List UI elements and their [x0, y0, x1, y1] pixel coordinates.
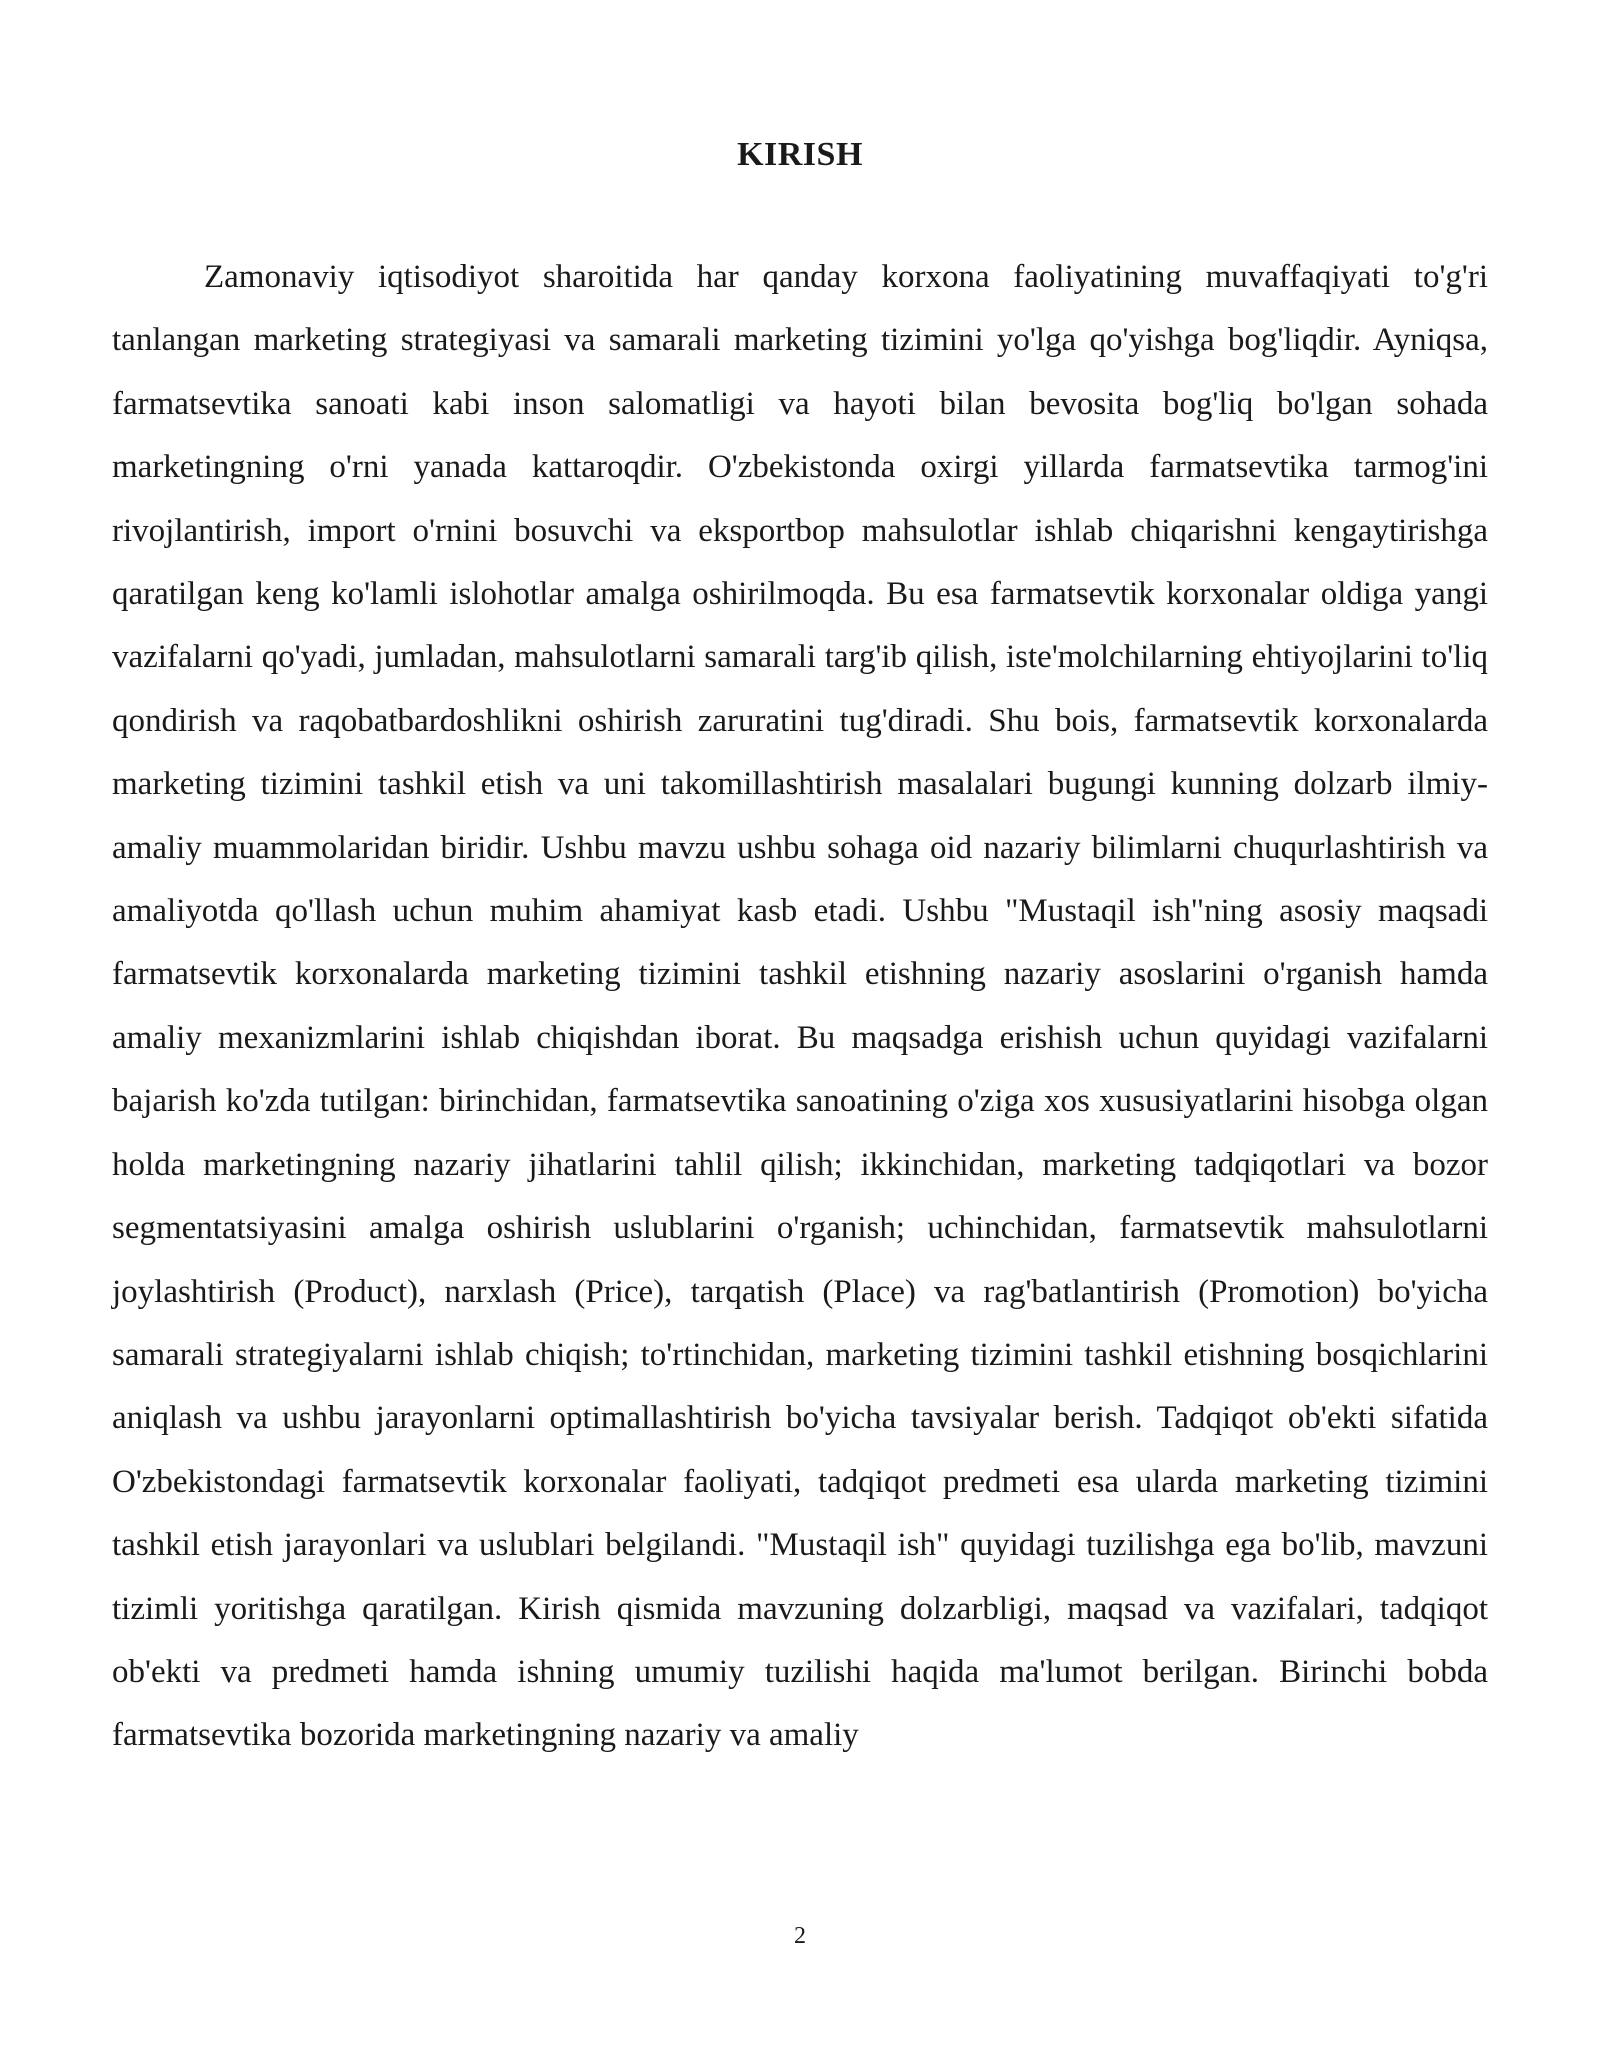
body-paragraph: Zamonaviy iqtisodiyot sharoitida har qanday korxona faoliyatining muvaffaqiyati to'g'ri tanlangan marketing strategiyasi va samarali marketing tizimini yo'lga qo'yishga bog'liqdir. Ayniqsa, farmatsevtika sanoati kabi inson salomatligi va hayoti bilan bevosita bog'liq bo'lgan sohada marketingning o'rni yanada kattaroqdir. O'zbekistonda oxirgi yillarda farmatsevtika tarmog'ini rivojlantirish, import o'rnini bosuvchi va eksportbop mahsulotlar ishlab chiqarishni kengaytirishga qaratilgan keng ko'lamli islohotlar amalga oshirilmoqda. Bu esa farmatsevtik korxonalar oldiga yangi vazifalarni qo'yadi, jumladan, mahsulotlarni samarali targ'ib qilish, iste'molchilarning ehtiyojlarini to'liq qondirish va raqobatbardoshlikni oshirish zaruratini tug'diradi. Shu bois, farmatsevtik korxonalarda marketing tizimini tashkil etish va uni takomillashtirish masalalari bugungi kunning dolzarb ilmiy-amaliy muammolaridan biridir. Ushbu mavzu ushbu sohaga oid nazariy bilimlarni chuqurlashtirish va amaliyotda qo'llash uchun muhim ahamiyat kasb etadi. Ushbu "Mustaqil ish"ning asosiy maqsadi farmatsevtik korxonalarda marketing tizimini tashkil etishning nazariy asoslarini o'rganish hamda amaliy mexanizmlarini ishlab chiqishdan iborat. Bu maqsadga erishish uchun quyidagi vazifalarni bajarish ko'zda tutilgan: birinchidan, farmatsevtika sanoatining o'ziga xos xususiyatlarini hisobga olgan holda marketingning nazariy jihatlarini tahlil qilish; ikkinchidan, marketing tadqiqotlari va bozor segmentatsiyasini amalga oshirish uslublarini o'rganish; uchinchidan, farmatsevtik mahsulotlarni joylashtirish (Product), narxlash (Price), tarqatish (Place) va rag'batlantirish (Promotion) bo'yicha samarali strategiyalarni ishlab chiqish; to'rtinchidan, marketing tizimini tashkil etishning bosqichlarini aniqlash va ushbu jarayonlarni optimallashtirish bo'yicha tavsiyalar berish. Tadqiqot ob'ekti sifatida O'zbekistondagi farmatsevtik korxonalar faoliyati, tadqiqot predmeti esa ularda marketing tizimini tashkil etish jarayonlari va uslublari belgilandi. "Mustaqil ish" quyidagi tuzilishga ega bo'lib, mavzuni tizimli yoritishga qaratilgan. Kirish qismida mavzuning dolzarbligi, maqsad va vazifalari, tadqiqot ob'ekti va predmeti hamda ishning umumiy tuzilishi haqida ma'lumot berilgan. Birinchi bobda farmatsevtika bozorida marketingning nazariy va amaliy: [112, 259, 1488, 1754]
page-title: KIRISH: [737, 135, 863, 173]
page-number: 2: [794, 1923, 806, 1949]
